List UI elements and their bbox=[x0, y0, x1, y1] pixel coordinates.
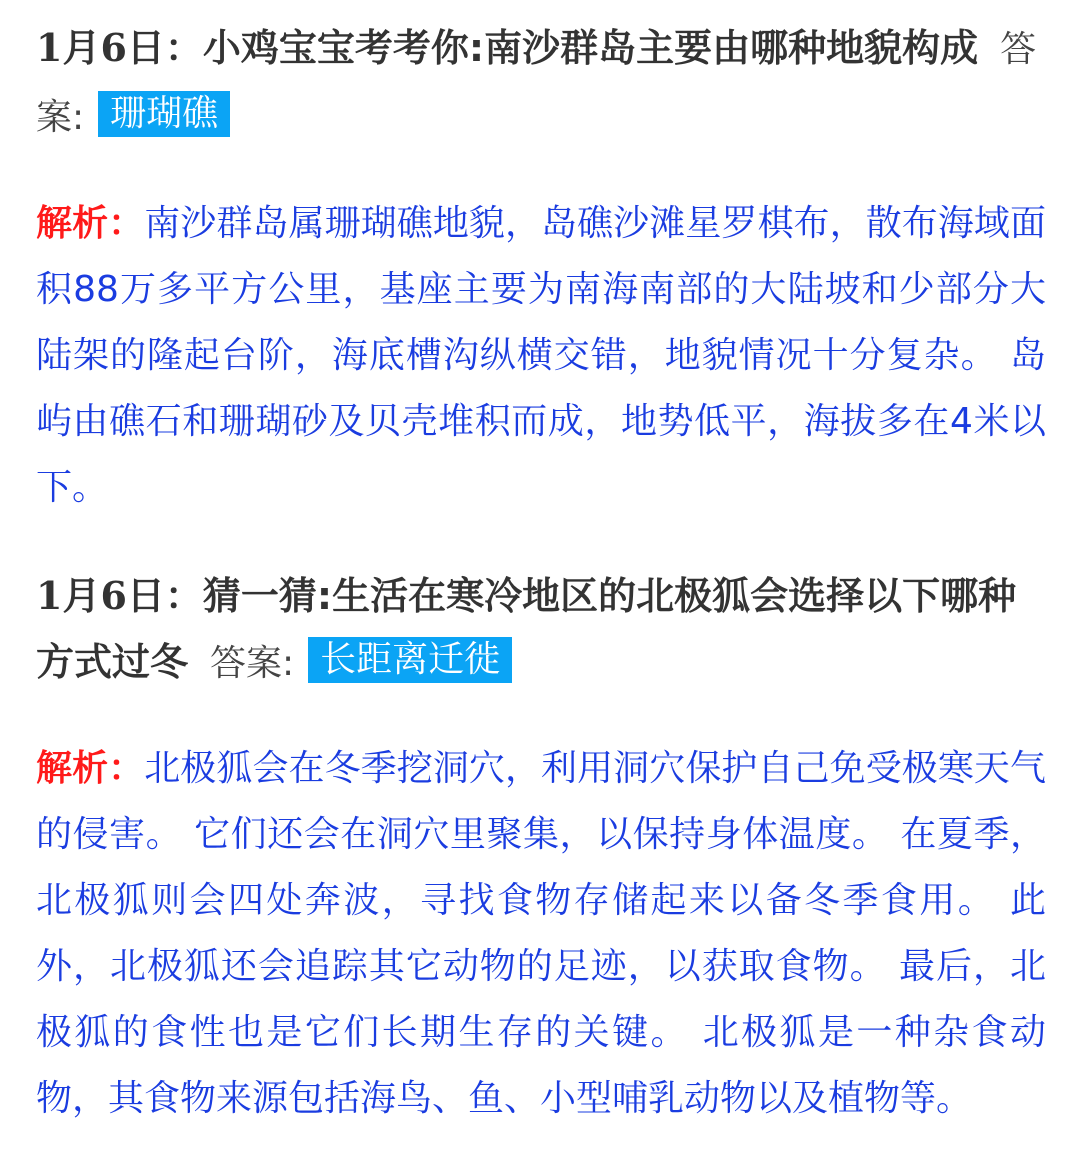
answer-label: 答案: bbox=[210, 643, 295, 684]
question-text: 猜一猜:生活在寒冷地区的北极狐会选择以下哪种方式过冬 bbox=[36, 574, 1017, 684]
question-title bbox=[36, 0, 1046, 151]
analysis-paragraph bbox=[36, 736, 1046, 1132]
answer-label: 答案: bbox=[36, 29, 1037, 138]
question-text: 小鸡宝宝考考你:南沙群岛主要由哪种地貌构成 bbox=[202, 26, 979, 70]
analysis-text: 北极狐会在冬季挖洞穴，利用洞穴保护自己免受极寒天气的侵害。 它们还会在洞穴里聚集，以保持身体温度。 在夏季，北极狐则会四处奔波，寻找食物存储起来以备冬季食用。 此外，北极狐还会追踪其它动物的足迹，以获取食物。 最后，北极狐的食性也是它们长期生存的关键。 北极狐是一种杂食动物，其食物来源包括海鸟、鱼、小型哺乳动物以及植物等。 bbox=[36, 748, 1046, 1119]
analysis-label: 解析： bbox=[36, 203, 145, 244]
quiz-page bbox=[36, 0, 1046, 1132]
date-separator: ： bbox=[164, 26, 203, 70]
analysis-paragraph bbox=[36, 191, 1046, 521]
answer-badge: 长距离迁徙 bbox=[308, 637, 512, 683]
analysis-text: 南沙群岛属珊瑚礁地貌，岛礁沙滩星罗棋布，散布海域面积88万多平方公里，基座主要为南海南部的大陆坡和少部分大陆架的隆起台阶，海底槽沟纵横交错，地貌情况十分复杂。 岛屿由礁石和珊瑚砂及贝壳堆积而成，地势低平，海拔多在4米以下。 bbox=[36, 203, 1046, 508]
answer-badge: 珊瑚礁 bbox=[98, 91, 230, 137]
question-date: 1月6日 bbox=[36, 573, 165, 618]
question-block-1 bbox=[36, 0, 1046, 521]
analysis-label: 解析： bbox=[36, 748, 145, 789]
question-block-2 bbox=[36, 563, 1046, 1132]
question-date: 1月6日 bbox=[36, 25, 165, 70]
question-title bbox=[36, 563, 1046, 697]
date-separator: ： bbox=[164, 574, 203, 618]
